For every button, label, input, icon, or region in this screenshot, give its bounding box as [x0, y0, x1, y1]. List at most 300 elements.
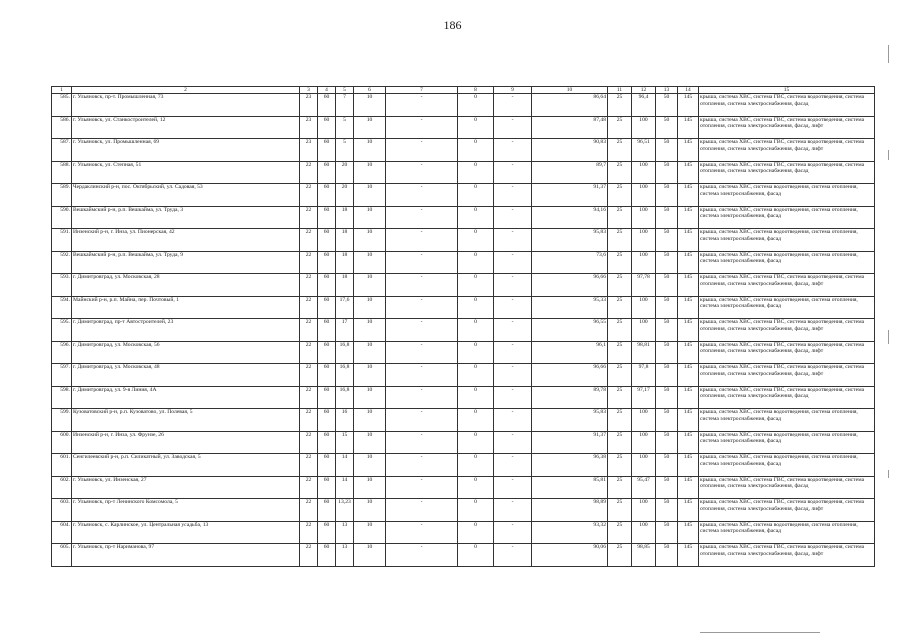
col7-cell: - [386, 499, 458, 522]
col6-cell: 10 [354, 454, 386, 477]
col7-cell: - [386, 274, 458, 297]
col12-cell: 100 [632, 499, 656, 522]
works-list-cell: крыша, система ХВС, система ГВС, система водоотведения, система отопления, система электроснабжения, фасад, лифт [699, 341, 875, 364]
col5-cell: 5 [336, 139, 354, 162]
col5-cell: 13 [336, 521, 354, 544]
works-list-cell: крыша, система ХВС, система водоотведения, система отопления, система электроснабжения, фасад [699, 206, 875, 229]
col8-cell: 0 [458, 454, 494, 477]
col12-cell: 96,4 [632, 94, 656, 117]
col9-cell: - [494, 544, 532, 567]
col10-cell: 86,64 [532, 94, 608, 117]
col11-cell: 25 [608, 161, 632, 184]
col4-cell: 60 [318, 409, 336, 432]
table-row [52, 161, 875, 184]
col8-cell: 0 [458, 184, 494, 207]
row-number: 587. [52, 139, 72, 162]
works-list-cell: крыша, система ХВС, система водоотведения, система отопления, система электроснабжения, фасад [699, 229, 875, 252]
col5-cell: 16,8 [336, 341, 354, 364]
works-list-cell: крыша, система ХВС, система ГВС, система водоотведения, система отопления, система электроснабжения, фасад [699, 386, 875, 409]
col12-cell: 98,85 [632, 544, 656, 567]
row-number: 600. [52, 431, 72, 454]
col3-cell: 22 [300, 251, 318, 274]
col9-cell: - [494, 229, 532, 252]
col11-cell: 25 [608, 409, 632, 432]
column-header: 7 [386, 87, 458, 94]
col4-cell: 60 [318, 139, 336, 162]
row-number: 591. [52, 229, 72, 252]
col9-cell: - [494, 94, 532, 117]
col13-cell: 50 [656, 251, 678, 274]
works-list-cell: крыша, система ХВС, система водоотведения, система отопления, система электроснабжения, фасад [699, 296, 875, 319]
col14-cell: 145 [678, 229, 699, 252]
col13-cell: 50 [656, 206, 678, 229]
col8-cell: 0 [458, 386, 494, 409]
col7-cell: - [386, 206, 458, 229]
col4-cell: 60 [318, 206, 336, 229]
col4-cell: 60 [318, 364, 336, 387]
col8-cell: 0 [458, 409, 494, 432]
address-cell: г. Димитровград, ул. Московская, 56 [72, 341, 300, 364]
col3-cell: 22 [300, 386, 318, 409]
col14-cell: 145 [678, 521, 699, 544]
table-row [52, 94, 875, 117]
column-header: 11 [608, 87, 632, 94]
table-row [52, 229, 875, 252]
col14-cell: 145 [678, 341, 699, 364]
row-number: 588. [52, 161, 72, 184]
col13-cell: 50 [656, 431, 678, 454]
col3-cell: 22 [300, 409, 318, 432]
col4-cell: 60 [318, 544, 336, 567]
col11-cell: 25 [608, 476, 632, 499]
address-cell: г. Димитровград, ул. Московская, 48 [72, 364, 300, 387]
col10-cell: 87,48 [532, 116, 608, 139]
col7-cell: - [386, 544, 458, 567]
col7-cell: - [386, 431, 458, 454]
col4-cell: 60 [318, 454, 336, 477]
row-number: 592. [52, 251, 72, 274]
column-header: 4 [318, 87, 336, 94]
table-row [52, 364, 875, 387]
col5-cell: 16 [336, 409, 354, 432]
column-header: 6 [354, 87, 386, 94]
col12-cell: 100 [632, 206, 656, 229]
col14-cell: 145 [678, 94, 699, 117]
col9-cell: - [494, 476, 532, 499]
col10-cell: 95,33 [532, 296, 608, 319]
col10-cell: 93,32 [532, 521, 608, 544]
col13-cell: 50 [656, 364, 678, 387]
scan-mark [888, 150, 889, 160]
col11-cell: 25 [608, 454, 632, 477]
col10-cell: 96,38 [532, 454, 608, 477]
col6-cell: 10 [354, 341, 386, 364]
col4-cell: 60 [318, 476, 336, 499]
col14-cell: 145 [678, 296, 699, 319]
address-cell: г. Ульяновск, пр-т. Промышленная, 73 [72, 94, 300, 117]
col3-cell: 22 [300, 296, 318, 319]
col5-cell: 13,23 [336, 499, 354, 522]
address-cell: г. Димитровград, пр-т Автостроителей, 23 [72, 319, 300, 342]
scan-mark [700, 632, 820, 633]
col12-cell: 100 [632, 161, 656, 184]
col4-cell: 60 [318, 251, 336, 274]
row-number: 585. [52, 94, 72, 117]
col4-cell: 60 [318, 94, 336, 117]
col7-cell: - [386, 341, 458, 364]
row-number: 605. [52, 544, 72, 567]
col13-cell: 50 [656, 184, 678, 207]
address-cell: г. Ульяновск, с. Карлинское, ул. Центральная усадьба, 13 [72, 521, 300, 544]
col13-cell: 50 [656, 521, 678, 544]
address-cell: г. Димитровград, ул. Московская, 28 [72, 274, 300, 297]
col14-cell: 145 [678, 139, 699, 162]
col13-cell: 50 [656, 409, 678, 432]
col9-cell: - [494, 206, 532, 229]
col5-cell: 13 [336, 544, 354, 567]
col4-cell: 60 [318, 274, 336, 297]
col7-cell: - [386, 364, 458, 387]
col9-cell: - [494, 386, 532, 409]
col6-cell: 10 [354, 161, 386, 184]
col7-cell: - [386, 161, 458, 184]
col6-cell: 10 [354, 229, 386, 252]
address-cell: г. Ульяновск, ул. Степная, 51 [72, 161, 300, 184]
col7-cell: - [386, 521, 458, 544]
col5-cell: 20 [336, 161, 354, 184]
works-list-cell: крыша, система ХВС, система ГВС, система водоотведения, система отопления, система электроснабжения, фасад, лифт [699, 364, 875, 387]
address-cell: Вешкаймский р-н, р.п. Вешкайма, ул. Труда, 3 [72, 206, 300, 229]
column-header: 14 [678, 87, 699, 94]
row-number: 595. [52, 319, 72, 342]
col3-cell: 22 [300, 184, 318, 207]
col9-cell: - [494, 296, 532, 319]
col6-cell: 10 [354, 206, 386, 229]
row-number: 599. [52, 409, 72, 432]
col14-cell: 145 [678, 364, 699, 387]
col10-cell: 89,7 [532, 161, 608, 184]
column-header: 13 [656, 87, 678, 94]
col11-cell: 25 [608, 499, 632, 522]
page-number: 186 [443, 18, 462, 32]
col3-cell: 22 [300, 319, 318, 342]
col5-cell: 17 [336, 319, 354, 342]
col9-cell: - [494, 499, 532, 522]
column-header: 2 [72, 87, 300, 94]
col5-cell: 7 [336, 94, 354, 117]
col10-cell: 96,66 [532, 364, 608, 387]
table-row [52, 341, 875, 364]
col4-cell: 60 [318, 386, 336, 409]
col13-cell: 50 [656, 229, 678, 252]
table-header-row [52, 87, 875, 94]
col13-cell: 50 [656, 386, 678, 409]
col8-cell: 0 [458, 364, 494, 387]
col8-cell: 0 [458, 139, 494, 162]
col5-cell: 17,6 [336, 296, 354, 319]
col8-cell: 0 [458, 341, 494, 364]
col6-cell: 10 [354, 94, 386, 117]
col6-cell: 10 [354, 386, 386, 409]
row-number: 602. [52, 476, 72, 499]
col8-cell: 0 [458, 296, 494, 319]
row-number: 596. [52, 341, 72, 364]
row-number: 598. [52, 386, 72, 409]
col3-cell: 22 [300, 364, 318, 387]
col8-cell: 0 [458, 499, 494, 522]
col4-cell: 60 [318, 184, 336, 207]
col4-cell: 60 [318, 431, 336, 454]
col12-cell: 100 [632, 454, 656, 477]
col14-cell: 145 [678, 454, 699, 477]
col13-cell: 50 [656, 139, 678, 162]
col3-cell: 22 [300, 476, 318, 499]
col8-cell: 0 [458, 521, 494, 544]
col11-cell: 25 [608, 251, 632, 274]
col9-cell: - [494, 184, 532, 207]
works-list-cell: крыша, система ХВС, система водоотведения, система отопления, система электроснабжения, фасад [699, 454, 875, 477]
row-number: 594. [52, 296, 72, 319]
col7-cell: - [386, 476, 458, 499]
col12-cell: 100 [632, 116, 656, 139]
col6-cell: 10 [354, 476, 386, 499]
table-row [52, 454, 875, 477]
table-row [52, 139, 875, 162]
table-row [52, 206, 875, 229]
col8-cell: 0 [458, 431, 494, 454]
address-cell: г. Ульяновск, ул. Инзенская, 27 [72, 476, 300, 499]
scan-mark [888, 45, 889, 63]
works-list-cell: крыша, система ХВС, система ГВС, система водоотведения, система отопления, система электроснабжения, фасад [699, 161, 875, 184]
col6-cell: 10 [354, 409, 386, 432]
col10-cell: 96,1 [532, 341, 608, 364]
works-list-cell: крыша, система ХВС, система водоотведения, система отопления, система электроснабжения, фасад [699, 431, 875, 454]
col12-cell: 100 [632, 409, 656, 432]
col12-cell: 100 [632, 521, 656, 544]
col11-cell: 25 [608, 274, 632, 297]
col14-cell: 145 [678, 184, 699, 207]
col7-cell: - [386, 319, 458, 342]
col5-cell: 14 [336, 476, 354, 499]
col14-cell: 145 [678, 161, 699, 184]
col10-cell: 89,78 [532, 386, 608, 409]
col9-cell: - [494, 274, 532, 297]
col5-cell: 18 [336, 251, 354, 274]
col9-cell: - [494, 319, 532, 342]
row-number: 603. [52, 499, 72, 522]
col10-cell: 90,83 [532, 139, 608, 162]
col13-cell: 50 [656, 274, 678, 297]
col6-cell: 10 [354, 251, 386, 274]
col9-cell: - [494, 454, 532, 477]
col13-cell: 50 [656, 296, 678, 319]
address-cell: Вешкаймский р-н, р.п. Вешкайма, ул. Труда, 9 [72, 251, 300, 274]
works-list-cell: крыша, система ХВС, система ГВС, система водоотведения, система отопления, система электроснабжения, фасад [699, 476, 875, 499]
col12-cell: 97,78 [632, 274, 656, 297]
col12-cell: 95,47 [632, 476, 656, 499]
col14-cell: 145 [678, 431, 699, 454]
col12-cell: 100 [632, 251, 656, 274]
col6-cell: 10 [354, 184, 386, 207]
col3-cell: 22 [300, 544, 318, 567]
col11-cell: 25 [608, 116, 632, 139]
table-row [52, 251, 875, 274]
col3-cell: 23 [300, 94, 318, 117]
col3-cell: 22 [300, 161, 318, 184]
data-table [51, 86, 875, 567]
col9-cell: - [494, 116, 532, 139]
table-row [52, 296, 875, 319]
col12-cell: 98,81 [632, 341, 656, 364]
col5-cell: 18 [336, 206, 354, 229]
table-row [52, 409, 875, 432]
address-cell: г. Димитровград, ул. 9-я Линия, 4А [72, 386, 300, 409]
col10-cell: 91,37 [532, 431, 608, 454]
col5-cell: 14 [336, 454, 354, 477]
col11-cell: 25 [608, 431, 632, 454]
address-cell: Чердаклинский р-н, пос. Октябрьский, ул. Садовая, 53 [72, 184, 300, 207]
col3-cell: 23 [300, 116, 318, 139]
col12-cell: 100 [632, 319, 656, 342]
table-row [52, 184, 875, 207]
col11-cell: 25 [608, 206, 632, 229]
col11-cell: 25 [608, 386, 632, 409]
col4-cell: 60 [318, 499, 336, 522]
col12-cell: 100 [632, 229, 656, 252]
col11-cell: 25 [608, 341, 632, 364]
column-header: 12 [632, 87, 656, 94]
col10-cell: 95,83 [532, 229, 608, 252]
col11-cell: 25 [608, 139, 632, 162]
column-header: 9 [494, 87, 532, 94]
col6-cell: 10 [354, 544, 386, 567]
col13-cell: 50 [656, 341, 678, 364]
col9-cell: - [494, 139, 532, 162]
col7-cell: - [386, 454, 458, 477]
col5-cell: 16,8 [336, 386, 354, 409]
col8-cell: 0 [458, 161, 494, 184]
col4-cell: 60 [318, 319, 336, 342]
col6-cell: 10 [354, 364, 386, 387]
col10-cell: 91,37 [532, 184, 608, 207]
works-list-cell: крыша, система ХВС, система водоотведения, система отопления, система электроснабжения, фасад [699, 184, 875, 207]
col10-cell: 95,83 [532, 409, 608, 432]
scan-mark [888, 470, 889, 478]
table-row [52, 386, 875, 409]
col7-cell: - [386, 296, 458, 319]
col6-cell: 10 [354, 319, 386, 342]
col6-cell: 10 [354, 116, 386, 139]
column-header: 1 [52, 87, 72, 94]
col13-cell: 50 [656, 94, 678, 117]
col11-cell: 25 [608, 319, 632, 342]
col3-cell: 22 [300, 454, 318, 477]
column-header: 3 [300, 87, 318, 94]
address-cell: г. Ульяновск, пр-т Ленинского Комсомола, 5 [72, 499, 300, 522]
col5-cell: 20 [336, 184, 354, 207]
col7-cell: - [386, 229, 458, 252]
works-list-cell: крыша, система ХВС, система ГВС, система водоотведения, система отопления, система электроснабжения, фасад, лифт [699, 274, 875, 297]
works-list-cell: крыша, система ХВС, система ГВС, система водоотведения, система отопления, система электроснабжения, фасад, лифт [699, 319, 875, 342]
col14-cell: 145 [678, 116, 699, 139]
col5-cell: 18 [336, 229, 354, 252]
col8-cell: 0 [458, 229, 494, 252]
column-header: 10 [532, 87, 608, 94]
col10-cell: 85,81 [532, 476, 608, 499]
col9-cell: - [494, 431, 532, 454]
col14-cell: 145 [678, 251, 699, 274]
col10-cell: 96,66 [532, 274, 608, 297]
works-list-cell: крыша, система ХВС, система водоотведения, система отопления, система электроснабжения, фасад [699, 251, 875, 274]
scan-mark [888, 330, 889, 344]
works-list-cell: крыша, система ХВС, система ГВС, система водоотведения, система отопления, система электроснабжения, фасад, лифт [699, 544, 875, 567]
col3-cell: 22 [300, 499, 318, 522]
col9-cell: - [494, 521, 532, 544]
col10-cell: 94,16 [532, 206, 608, 229]
col3-cell: 22 [300, 274, 318, 297]
col9-cell: - [494, 251, 532, 274]
address-cell: г. Ульяновск, ул. Промышленная, 69 [72, 139, 300, 162]
col10-cell: 96,55 [532, 319, 608, 342]
col4-cell: 60 [318, 341, 336, 364]
col5-cell: 18 [336, 274, 354, 297]
col13-cell: 50 [656, 454, 678, 477]
address-cell: г. Ульяновск, пр-т Нариманова, 97 [72, 544, 300, 567]
col12-cell: 100 [632, 296, 656, 319]
col10-cell: 73,6 [532, 251, 608, 274]
col13-cell: 50 [656, 499, 678, 522]
address-cell: г. Ульяновск, ул. Станкостроителей, 12 [72, 116, 300, 139]
col11-cell: 25 [608, 184, 632, 207]
col6-cell: 10 [354, 499, 386, 522]
col11-cell: 25 [608, 296, 632, 319]
col5-cell: 15 [336, 431, 354, 454]
col11-cell: 25 [608, 94, 632, 117]
table-row [52, 499, 875, 522]
address-cell: Майнский р-н, р.п. Майна, пер. Почтовый, 1 [72, 296, 300, 319]
col5-cell: 16,8 [336, 364, 354, 387]
col6-cell: 10 [354, 139, 386, 162]
col3-cell: 22 [300, 206, 318, 229]
col9-cell: - [494, 161, 532, 184]
col14-cell: 145 [678, 386, 699, 409]
column-header: 8 [458, 87, 494, 94]
works-list-cell: крыша, система ХВС, система ГВС, система водоотведения, система отопления, система электроснабжения, фасад, лифт [699, 116, 875, 139]
col7-cell: - [386, 409, 458, 432]
col12-cell: 100 [632, 184, 656, 207]
col7-cell: - [386, 184, 458, 207]
col8-cell: 0 [458, 319, 494, 342]
col4-cell: 60 [318, 116, 336, 139]
col4-cell: 60 [318, 296, 336, 319]
col3-cell: 22 [300, 521, 318, 544]
col8-cell: 0 [458, 476, 494, 499]
col14-cell: 145 [678, 476, 699, 499]
row-number: 586. [52, 116, 72, 139]
col9-cell: - [494, 341, 532, 364]
col14-cell: 145 [678, 499, 699, 522]
col9-cell: - [494, 409, 532, 432]
col7-cell: - [386, 251, 458, 274]
table-row [52, 544, 875, 567]
column-header: 15 [699, 87, 875, 94]
col5-cell: 5 [336, 116, 354, 139]
col11-cell: 25 [608, 364, 632, 387]
address-cell: Кузоватовский р-н, р.п. Кузоватово, ул. Полевая, 5 [72, 409, 300, 432]
col13-cell: 50 [656, 544, 678, 567]
row-number: 601. [52, 454, 72, 477]
col8-cell: 0 [458, 251, 494, 274]
